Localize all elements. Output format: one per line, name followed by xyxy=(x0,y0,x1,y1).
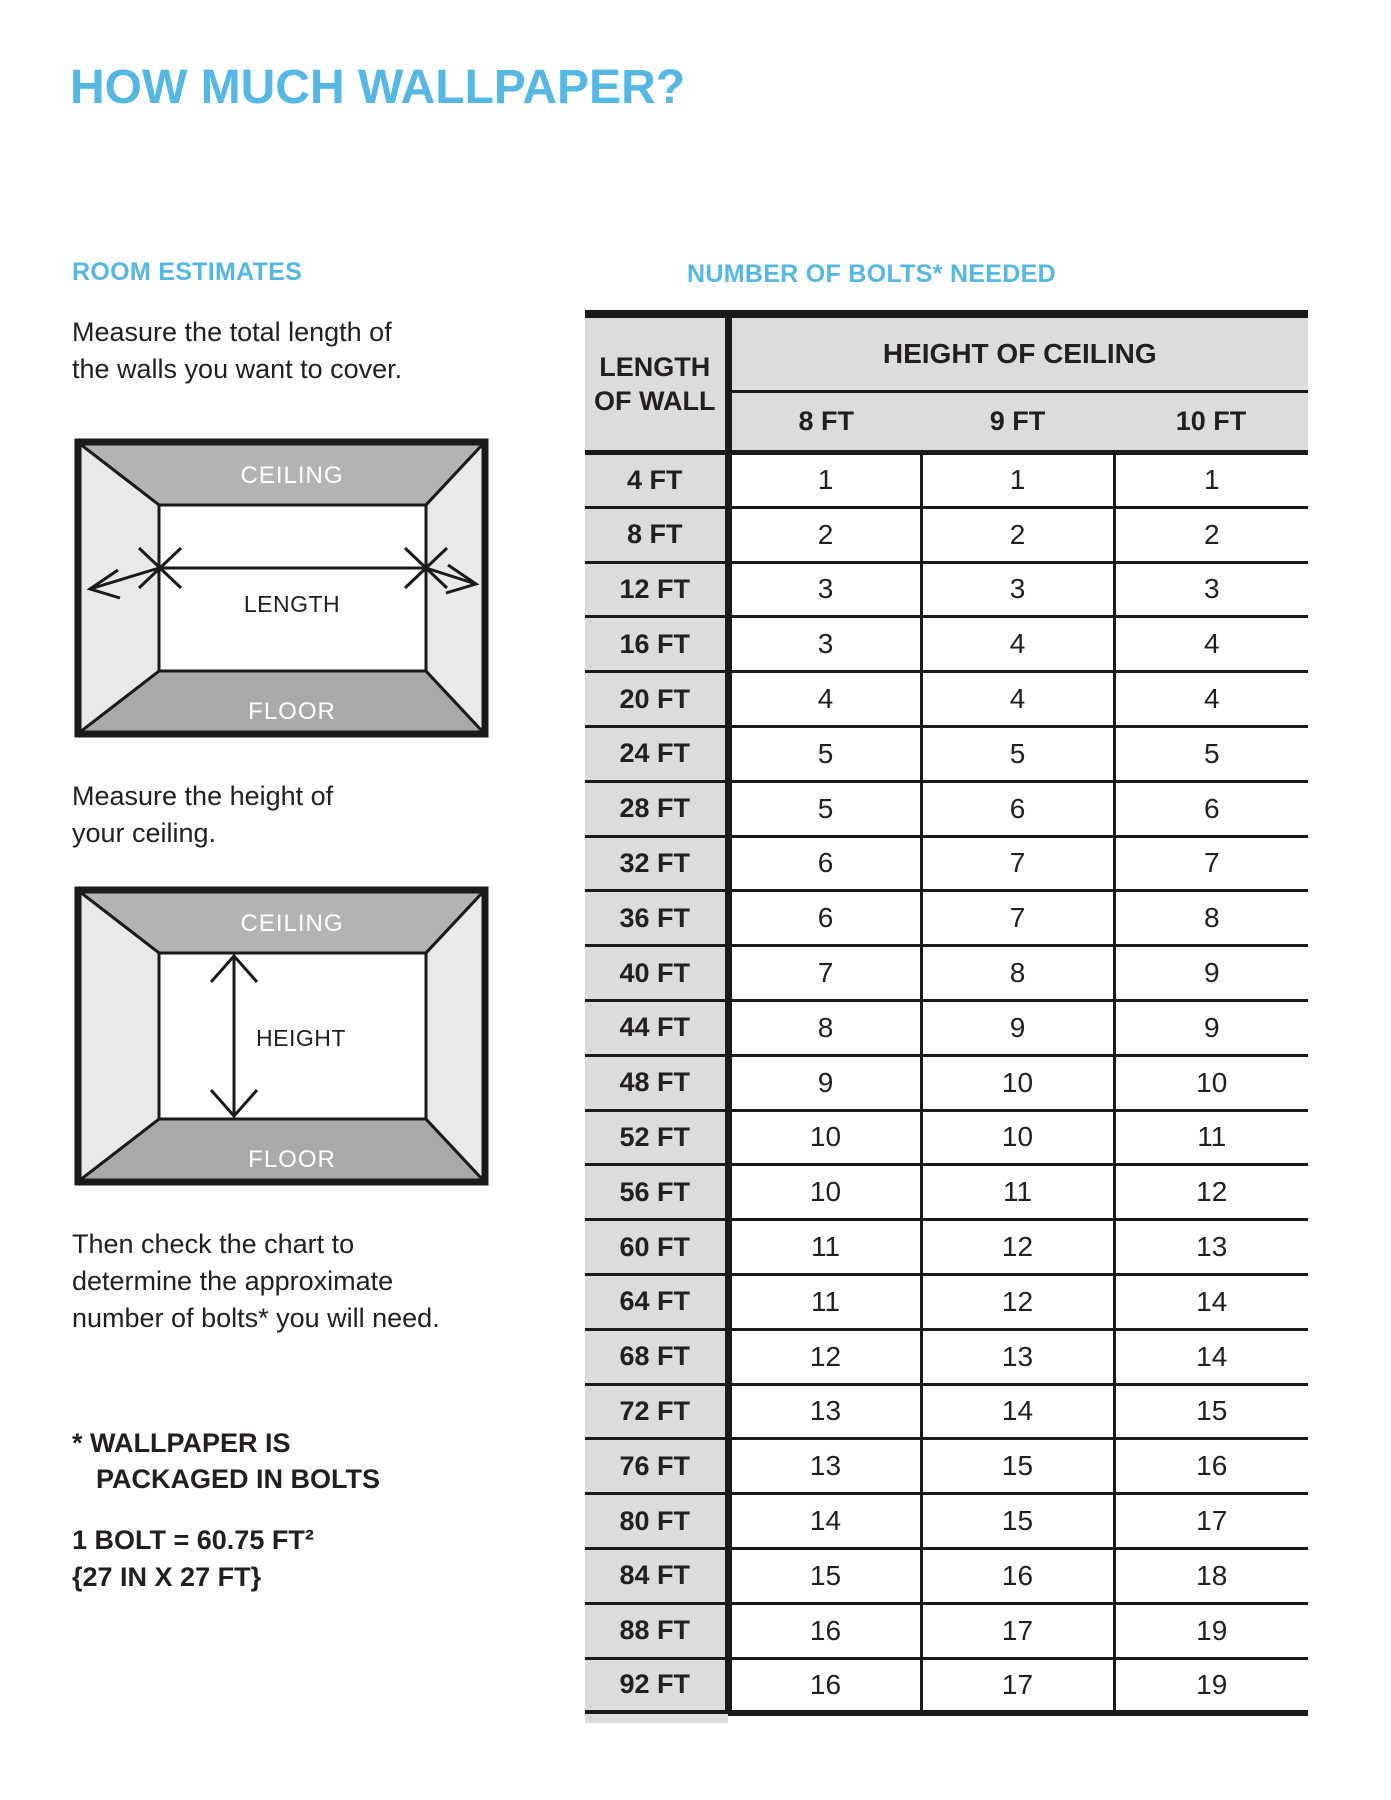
bolt-count-cell: 12 xyxy=(728,1329,921,1384)
bolt-count-cell: 13 xyxy=(728,1439,921,1494)
wall-length-cell: 16 FT xyxy=(585,617,728,672)
bolt-count-cell: 16 xyxy=(728,1603,921,1658)
bolt-count-cell: 6 xyxy=(1114,781,1308,836)
length-of-wall-header-line: LENGTH xyxy=(599,352,711,382)
instruction-line: the walls you want to cover. xyxy=(72,354,403,384)
table-row xyxy=(585,507,1308,562)
wall-length-cell: 64 FT xyxy=(585,1274,728,1329)
bolt-count-cell: 18 xyxy=(1114,1548,1308,1603)
bolt-count-cell: 10 xyxy=(921,1055,1114,1110)
bolt-count-cell: 7 xyxy=(1114,836,1308,891)
wall-length-cell: 4 FT xyxy=(585,453,728,508)
bolt-count-cell: 19 xyxy=(1114,1658,1308,1713)
bolt-spec-line: 1 BOLT = 60.75 FT² xyxy=(72,1525,314,1555)
bolt-count-cell: 4 xyxy=(921,672,1114,727)
bolt-count-cell: 15 xyxy=(728,1548,921,1603)
table-row xyxy=(585,562,1308,617)
table-row xyxy=(585,1658,1308,1713)
bolt-count-cell: 15 xyxy=(921,1439,1114,1494)
bolt-count-cell: 15 xyxy=(1114,1384,1308,1439)
table-row xyxy=(585,891,1308,946)
bolts-needed-table xyxy=(585,310,1308,1716)
instruction-check-chart xyxy=(72,1226,440,1337)
instruction-line: Measure the total length of xyxy=(72,317,392,347)
table-row xyxy=(585,453,1308,508)
bolt-count-cell: 10 xyxy=(921,1110,1114,1165)
bolt-count-cell: 4 xyxy=(921,617,1114,672)
table-row xyxy=(585,1494,1308,1549)
table-row xyxy=(585,1548,1308,1603)
bolt-count-cell: 3 xyxy=(1114,562,1308,617)
bolt-count-cell: 17 xyxy=(1114,1494,1308,1549)
table-row xyxy=(585,781,1308,836)
table-row xyxy=(585,672,1308,727)
table-row xyxy=(585,1603,1308,1658)
bolt-count-cell: 11 xyxy=(921,1165,1114,1220)
bolt-count-cell: 16 xyxy=(1114,1439,1308,1494)
wallpaper-bolts-footnote xyxy=(72,1425,380,1497)
bolt-count-cell: 9 xyxy=(921,1000,1114,1055)
bolt-count-cell: 8 xyxy=(1114,891,1308,946)
bolt-count-cell: 11 xyxy=(728,1220,921,1275)
floor-label: FLOOR xyxy=(248,1146,336,1173)
length-label: LENGTH xyxy=(243,591,341,617)
wall-length-cell: 72 FT xyxy=(585,1384,728,1439)
height-label: HEIGHT xyxy=(256,1025,346,1051)
wall-length-cell: 80 FT xyxy=(585,1494,728,1549)
bolt-count-cell: 7 xyxy=(921,891,1114,946)
bolt-count-cell: 12 xyxy=(921,1274,1114,1329)
bolt-count-cell: 16 xyxy=(921,1548,1114,1603)
bolt-count-cell: 5 xyxy=(921,726,1114,781)
bolt-count-cell: 17 xyxy=(921,1603,1114,1658)
table-row xyxy=(585,946,1308,1001)
bolt-count-cell: 10 xyxy=(1114,1055,1308,1110)
wall-length-cell: 56 FT xyxy=(585,1165,728,1220)
bolt-count-cell: 1 xyxy=(921,453,1114,508)
bolt-count-cell: 7 xyxy=(728,946,921,1001)
wall-length-cell: 68 FT xyxy=(585,1329,728,1384)
bolt-count-cell: 19 xyxy=(1114,1603,1308,1658)
bolt-count-cell: 9 xyxy=(728,1055,921,1110)
wall-length-cell: 88 FT xyxy=(585,1603,728,1658)
ceiling-label: CEILING xyxy=(240,462,344,489)
wall-length-cell: 36 FT xyxy=(585,891,728,946)
table-row xyxy=(585,1439,1308,1494)
table-row xyxy=(585,617,1308,672)
bolt-count-cell: 6 xyxy=(728,891,921,946)
length-of-wall-header xyxy=(585,314,728,453)
room-height-diagram xyxy=(74,886,489,1186)
wall-length-cell: 40 FT xyxy=(585,946,728,1001)
footnote-line: PACKAGED IN BOLTS xyxy=(96,1464,381,1494)
wall-length-cell: 24 FT xyxy=(585,726,728,781)
bolt-count-cell: 11 xyxy=(728,1274,921,1329)
bolt-count-cell: 13 xyxy=(728,1384,921,1439)
wall-length-cell: 32 FT xyxy=(585,836,728,891)
instruction-line: number of bolts* you will need. xyxy=(72,1303,440,1333)
bolt-count-cell: 15 xyxy=(921,1494,1114,1549)
instruction-line: Measure the height of xyxy=(72,781,334,811)
table-group-header-row xyxy=(585,314,1308,392)
instruction-measure-height xyxy=(72,778,333,852)
bolt-count-cell: 10 xyxy=(728,1165,921,1220)
room-length-diagram xyxy=(74,438,489,738)
footnote-line: * WALLPAPER IS xyxy=(72,1428,291,1458)
bolt-count-cell: 14 xyxy=(921,1384,1114,1439)
column-header-9ft: 9 FT xyxy=(921,392,1114,453)
wall-length-cell: 92 FT xyxy=(585,1658,728,1713)
room-estimates-heading: ROOM ESTIMATES xyxy=(72,258,303,286)
table-row xyxy=(585,1220,1308,1275)
floor-label: FLOOR xyxy=(248,698,336,725)
table-row xyxy=(585,1329,1308,1384)
wall-length-cell: 48 FT xyxy=(585,1055,728,1110)
bolt-count-cell: 17 xyxy=(921,1658,1114,1713)
wall-length-cell: 76 FT xyxy=(585,1439,728,1494)
wall-length-cell: 44 FT xyxy=(585,1000,728,1055)
table-row xyxy=(585,1165,1308,1220)
wall-length-cell: 8 FT xyxy=(585,507,728,562)
table-row xyxy=(585,1055,1308,1110)
bolt-count-cell: 14 xyxy=(1114,1329,1308,1384)
bolt-count-cell: 13 xyxy=(1114,1220,1308,1275)
wall-length-cell: 12 FT xyxy=(585,562,728,617)
bolt-count-cell: 4 xyxy=(1114,617,1308,672)
bolt-count-cell: 12 xyxy=(921,1220,1114,1275)
back-wall xyxy=(159,505,426,671)
bolt-count-cell: 8 xyxy=(921,946,1114,1001)
wall-length-cell: 28 FT xyxy=(585,781,728,836)
table-row xyxy=(585,1110,1308,1165)
bolt-count-cell: 10 xyxy=(728,1110,921,1165)
bolt-count-cell: 8 xyxy=(728,1000,921,1055)
table-row xyxy=(585,1384,1308,1439)
table-row xyxy=(585,1274,1308,1329)
bolts-table-wrap xyxy=(585,310,1308,1716)
bolt-spec-line: {27 IN X 27 FT} xyxy=(72,1562,262,1592)
ceiling-label: CEILING xyxy=(240,910,344,937)
bolt-count-cell: 3 xyxy=(728,562,921,617)
column-header-8ft: 8 FT xyxy=(728,392,921,453)
bolt-count-cell: 3 xyxy=(728,617,921,672)
bolt-count-cell: 4 xyxy=(728,672,921,727)
bolt-count-cell: 5 xyxy=(728,726,921,781)
bolt-count-cell: 2 xyxy=(921,507,1114,562)
wall-length-cell: 20 FT xyxy=(585,672,728,727)
instruction-line: your ceiling. xyxy=(72,818,217,848)
bolt-count-cell: 2 xyxy=(728,507,921,562)
table-row xyxy=(585,726,1308,781)
bolt-count-cell: 6 xyxy=(921,781,1114,836)
bolt-count-cell: 14 xyxy=(728,1494,921,1549)
bolt-count-cell: 1 xyxy=(728,453,921,508)
instruction-measure-length xyxy=(72,314,402,388)
bolt-size-spec xyxy=(72,1522,314,1596)
wall-length-cell: 52 FT xyxy=(585,1110,728,1165)
height-of-ceiling-header: HEIGHT OF CEILING xyxy=(728,314,1308,392)
bolt-count-cell: 2 xyxy=(1114,507,1308,562)
table-row xyxy=(585,836,1308,891)
bolt-count-cell: 5 xyxy=(728,781,921,836)
wall-length-cell: 60 FT xyxy=(585,1220,728,1275)
bolt-count-cell: 13 xyxy=(921,1329,1114,1384)
bolt-count-cell: 14 xyxy=(1114,1274,1308,1329)
bolts-table-heading: NUMBER OF BOLTS* NEEDED xyxy=(687,260,1056,288)
wall-length-cell: 84 FT xyxy=(585,1548,728,1603)
table-row xyxy=(585,1000,1308,1055)
bolt-count-cell: 9 xyxy=(1114,1000,1308,1055)
instruction-line: Then check the chart to xyxy=(72,1229,355,1259)
bolt-table-body xyxy=(585,453,1308,1713)
bolt-count-cell: 7 xyxy=(921,836,1114,891)
bolt-count-cell: 11 xyxy=(1114,1110,1308,1165)
length-of-wall-header-line: OF WALL xyxy=(594,386,716,416)
bolt-count-cell: 9 xyxy=(1114,946,1308,1001)
column-header-10ft: 10 FT xyxy=(1114,392,1308,453)
instruction-line: determine the approximate xyxy=(72,1266,394,1296)
bolt-count-cell: 1 xyxy=(1114,453,1308,508)
bolt-count-cell: 12 xyxy=(1114,1165,1308,1220)
bolt-count-cell: 6 xyxy=(728,836,921,891)
table-bottom-stub xyxy=(585,1714,728,1723)
bolt-count-cell: 16 xyxy=(728,1658,921,1713)
bolt-count-cell: 4 xyxy=(1114,672,1308,727)
bolt-count-cell: 5 xyxy=(1114,726,1308,781)
page-title: HOW MUCH WALLPAPER? xyxy=(70,61,686,114)
bolt-count-cell: 3 xyxy=(921,562,1114,617)
